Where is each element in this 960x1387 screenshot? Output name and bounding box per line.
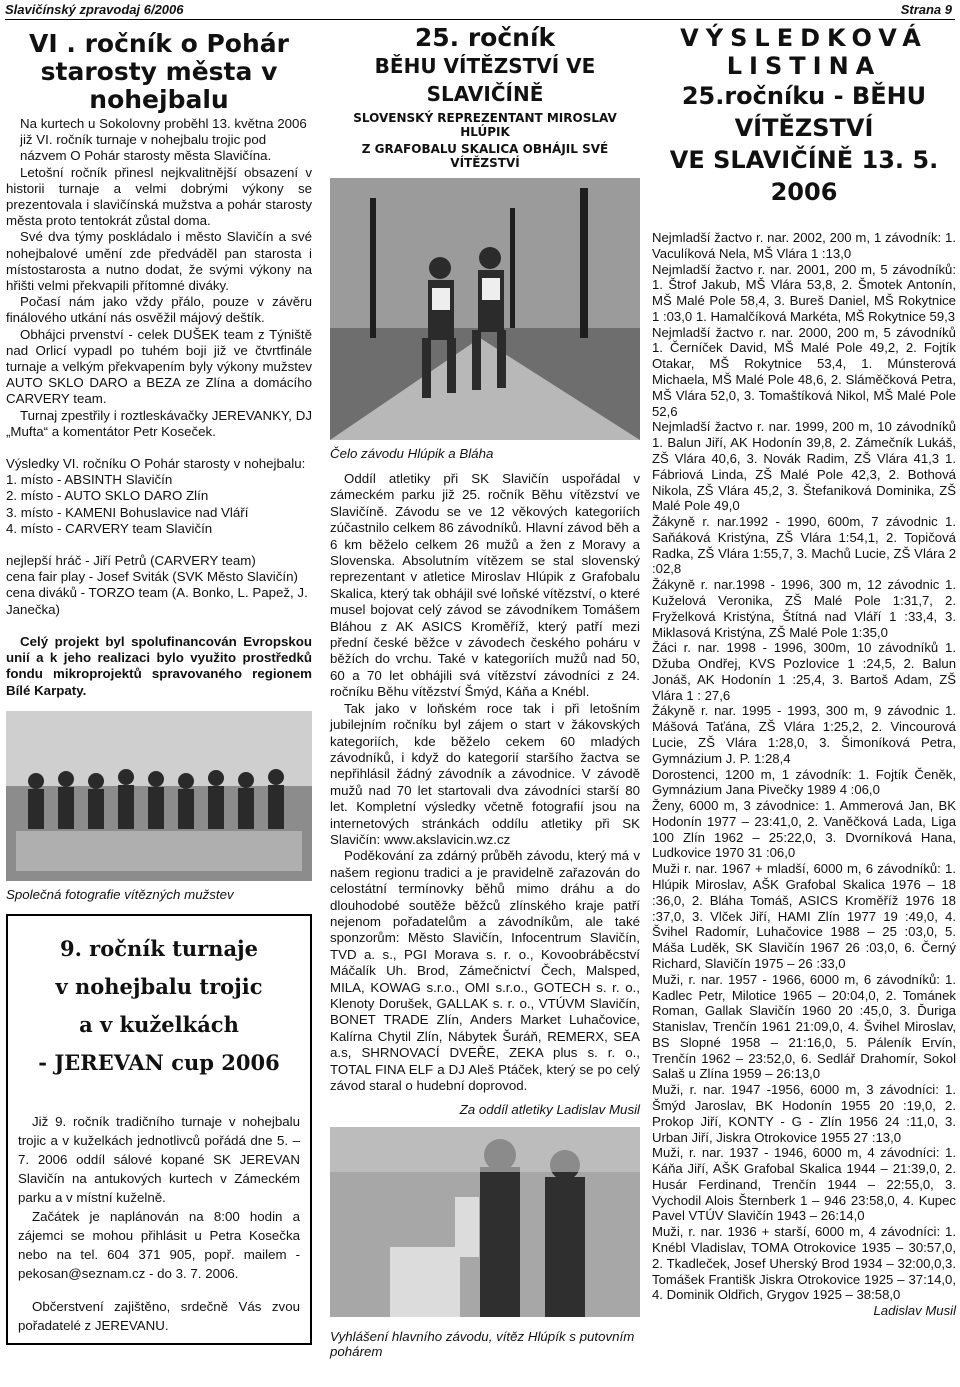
- photo-caption: Vyhlášení hlavního závodu, vítěz Hlúpík s putovním pohárem: [330, 1328, 635, 1359]
- award-item: cena diváků - TORZO team (A. Bonko, L. Papež, J. Janečka): [6, 585, 308, 617]
- paragraph: Oddíl atletiky při SK Slavičín uspořádal v zámeckém parku již 25. ročník Běhu vítězství ve Slavičíně. Závodu se ve 12 věkových kategoriích zúčastnilo celkem 86 závodníků. Hlavní závod běh a 6 km běželo celkem 26 mužů a žen z Moravy a Slovenska. Absolutním vítězem se stal slovenský reprezentant v atletice Miroslav Hlúpik z Grafobalu Skalica, který tak obhájil své loňské vítězství, o které musel bojovat celý závod se závodníkem Tomášem Bláhou z AK ASICS Kroměříž, který patří mezi přední české běžce v závodech českého poháru v běžích do vrchu. Také v kategoriích mužů nad 50, 60 a 70 let obhájili svá vítězství závodníci z 24. ročníku Běhu vítězství Šmýd, Káňa a Knébl.: [330, 471, 640, 700]
- paragraph: Počasí nám jako vždy přálo, pouze v závěru finálového utkání nás osvěžil májový deštík.: [6, 294, 312, 326]
- funding-note: Celý projekt byl spolufinancován Evropskou unií a k jeho realizaci bylo využito prostředků fondu mikroprojektů spravovaného regionem Bílé Karpaty.: [6, 633, 312, 698]
- box-paragraph: Začátek je naplánován na 8:00 hodin a zájemci se mohou přihlásit u Petra Kosečka nebo na tel. 604 371 905, popř. mailem - pekosan@seznam.cz - do 3. 7. 2006.: [18, 1208, 300, 1281]
- page-number: Strana 9: [900, 2, 952, 17]
- result-category: Muži r. nar. 1967 + mladší, 6000 m, 6 závodníků: 1. Hlúpik Miroslav, AŠK Grafobal Skalica 1976 – 18 :36,0, 2. Bláha Tomáš, ASICS Kroměříž 1976 18 :37,0, 3. Vlček Jiří, HAMI Zlín 1977 19 :49,0, 4. Švihel Radomír, Luhačovice 1988 – 25 :03,0, 5. Máša Luděk, SK Slavičín 1967 26 :03,0, 6. Černý Richard, Slavičín 1975 – 26 :33,0: [652, 861, 956, 971]
- paragraph: Obhájci prvenství - celek DUŠEK team z Týniště nad Orlicí vypadl po tuhém boji již ve čtvrtfinále turnaje a velkým překvapením byly výkony mužstev AUTO SKLO DARO a BEZA ze Zlína a domácího CARVERY team.: [6, 326, 312, 407]
- subtitle-line: Z GRAFOBALU SKALICA OBHÁJIL SVÉ VÍTĚZSTVÍ: [361, 142, 609, 170]
- award-photo: [330, 1127, 640, 1317]
- jerevan-cup-box: [6, 914, 312, 1345]
- result-category: Žáci r. nar. 1998 - 1996, 300m, 10 závodníků 1. Džuba Ondřej, KVS Pozlovice 1 :24,5, 2. Balun Jonáš, AK Hodonín 1 :25,4, 3. Bartoš Adam, ZŠ Vlára 1 : 27,6: [652, 640, 956, 703]
- paragraph: Turnaj zpestřily i roztleskávačky JEREVANKY, DJ „Mufta“ a komentátor Petr Koseček.: [6, 407, 312, 439]
- team-photo: [6, 711, 312, 881]
- page-header: [0, 0, 960, 20]
- paragraph: Na kurtech u Sokolovny proběhl 13. května 2006 již VI. ročník turnaje v nohejbalu trojic pod názvem O Pohár starosty města Slavičína.: [20, 116, 307, 164]
- signature: Ladislav Musil: [873, 1303, 956, 1319]
- result-item: 4. místo - CARVERY team Slavičín: [6, 520, 213, 536]
- publication-title: Slavičínský zpravodaj 6/2006: [5, 2, 184, 17]
- result-category: Ženy, 6000 m, 3 závodnice: 1. Ammerová Jan, BK Hodonín 1977 – 23:41,0, 2. Vaněčková Lada, Liga 100 Zlín 1962 – 25:22,0, 3. Dvorníková Hana, Ludkovice 1970 31 :06,0: [652, 798, 956, 861]
- box-title-line: v nohejbalu trojic: [55, 973, 263, 999]
- result-category: Nejmladší žactvo r. nar. 1999, 200 m, 10 závodníků 1. Balun Jiří, AK Hodonín 39,8, 2. Zámečník Lukáš, ZŠ Vlára 40,6, 3. Novák Radim, ZŠ Vlára 41,3 1. Fábriová Linda, ZŠ Malé Pole 42,3, 2. Bothová Nikola, ZŠ Vlára 45,2, 3. Štefaniková Dominika, ZŠ Malé Pole 49,0: [652, 419, 956, 514]
- results-heading: Výsledky VI. ročníku O Pohár starosty v nohejbalu:: [6, 456, 306, 472]
- box-title-line: a v kuželkách: [79, 1011, 239, 1037]
- result-category: Dorostenci, 1200 m, 1 závodník: 1. Fojtík Čeněk, Gymnázium Jana Pivečky 1989 4 :06,0: [652, 766, 956, 798]
- box-title-line: - JEREVAN cup 2006: [38, 1049, 280, 1075]
- award-item: nejlepší hráč - Jiří Petrů (CARVERY team): [6, 553, 256, 569]
- subtitle-line: SLOVENSKÝ REPREZENTANT MIROSLAV HLÚPIK: [353, 111, 617, 139]
- title-line: 25. ročník: [414, 23, 556, 52]
- title-line: BĚHU VÍTĚZSTVÍ VE SLAVIČÍNĚ: [374, 54, 596, 106]
- result-category: Muži, r. nar. 1947 -1956, 6000 m, 3 závodníci: 1. Šmýd Jaroslav, BK Hodonín 1955 20 :19,0, 2. Prokop Jiří, KONTY - G - Zlín 1956 24 :11,0, 3. Urban Jiří, Jiskra Otrokovice 1955 27 :13,0: [652, 1082, 956, 1145]
- column-vysledky: [652, 24, 956, 1319]
- header-rule: [5, 19, 955, 20]
- result-category: Muži, r. nar. 1937 - 1946, 6000 m, 4 závodníci: 1. Káňa Jiří, AŠK Grafobal Skalica 1944 – 21:39,0, 2. Husár Ferdinand, Trenčín 1944 – 22:55,0, 3. Vychodil Alois Šternberk 1 – 946 23:58,0, 4. Kupec Pavel VTÚV Slavičín 1943 – 26:14,0: [652, 1145, 956, 1224]
- award-item: cena fair play - Josef Sviták (SVK Město Slavičín): [6, 569, 298, 585]
- article-title: VI . ročník o Pohár starosty města v nohejbalu: [29, 29, 289, 114]
- result-category: Žákyně r. nar. 1995 - 1993, 300 m, 9 závodnic 1. Mášová Taťána, ZŠ Vlára 1:25,2, 2. Vincourová Lucie, ZŠ Vlára 1:28,0, 3. Šimoníková Petra, Gymnázium J. P. 1:28,4: [652, 703, 956, 766]
- result-category: Nejmladší žactvo r. nar. 2002, 200 m, 1 závodník: 1. Vaculíková Nela, MŠ Vlára 1 :13,0: [652, 230, 956, 261]
- result-category: Nejmladší žactvo r. nar. 2000, 200 m, 5 závodníků 1. Černíček David, MŠ Malé Pole 49,2, 2. Fojtík Otakar, MŠ Rokytnice 53,4, 1. Múnsterová Michaela, MŠ Malé Pole 48,6, 2. Sláměčková Petra, MŠ Vlára 52,0, 3. Tomaštíková Nikol, MŠ Malé Pole 52,6: [652, 324, 956, 419]
- race-photo: [330, 178, 640, 440]
- paragraph: Své dva týmy poskládalo i město Slavičín a své nohejbalové umění zde předváděl pan starosta i místostarosta a nutno dodat, že svými výkony na hřišti velmi překvapili přítomné diváky.: [6, 229, 312, 294]
- paragraph: Tak jako v loňském roce tak i při letošním jubilejním ročníku byl zájem o start v žákovských kategoriích, kde běželo cekem 60 mladých závodníků, i když do kategorií staršího žactva se nepřihlásil žádný závodník a závodnice. V závodě mužů nad 70 let startovali dva závodníci starší 80 let. Kompletní výsledky včetně fotografií jsou na internetových stránkách oddílu atletiky při SK Slavičín: www.akslavicin.wz.cz: [330, 700, 640, 847]
- result-item: 1. místo - ABSINTH Slavičín: [6, 472, 173, 488]
- result-item: 2. místo - AUTO SKLO DARO Zlín: [6, 488, 209, 504]
- column-nohejbal: [6, 24, 312, 1345]
- result-category: Nejmladší žactvo r. nar. 2001, 200 m, 5 závodníků: 1. Štrof Jakub, MŠ Vlára 53,8, 2. Šmotek Antonín, MŠ Malé Pole 58,4, 3. Bureš Daniel, MŠ Rokytnice 1 :03,0 1. Hamalčíková Markéta, MŠ Rokytnice 59,3: [652, 261, 956, 324]
- result-category: Žákyně r. nar.1992 - 1990, 600m, 7 závodnic 1. Saňáková Kristýna, ZŠ Vlára 1:54,1, 2. Topičová Radka, ZŠ Vlára 1:55,7, 3. Machů Lucie, ZŠ Vlára 2 :02,8: [652, 514, 956, 577]
- result-category: Žákyně r. nar.1998 - 1996, 300 m, 12 závodnic 1. Kuželová Veronika, ZŠ Malé Pole 1:31,7, 2. Fryželková Kristýna, Štítná nad Vláří 1 :33,4, 3. Miklasová Kristýna, ZŠ Malé Pole 1:35,0: [652, 577, 956, 640]
- photo-caption: Čelo závodu Hlúpik a Bláha: [330, 446, 494, 461]
- awards-list: [6, 553, 312, 618]
- results-title: VÝSLEDKOVÁ LISTINA: [680, 24, 928, 80]
- result-category: Muži, r. nar. 1936 + starší, 6000 m, 4 závodníci: 1. Knébl Vladislav, TOMA Otrokovice 1935 – 30:57,0, 2. Tkadleček, Josef Uherský Brod 1934 – 32:00,0,3. Tomášek Františk Jiskra Otrokovice 1925 – 37:14,0, 4. Dominik Oldřich, Grygov 1925 – 38:58,0: [652, 1224, 956, 1303]
- paragraph: Letošní ročník přinesl nejkvalitnější obsazení v historii turnaje a velmi dobrými výkony se prezentovala i slavičínská mužstva a pohár starosty města proto tentokrát zůstal doma.: [6, 164, 312, 229]
- results-subtitle: VE SLAVIČÍNĚ 13. 5. 2006: [669, 146, 939, 206]
- paragraph: Poděkování za zdárný průběh závodu, který má v našem regionu tradici a je pravidelně zařazován do celostátní termínovky běhů mimo dráhu a do dlouhodobé soutěže běžců zlínského kraje patří nejenom pořadatelům a závodníkům, ale také sponzorům: Město Slavičín, Infocentrum Slavičín, TVD a. s., PGI Morava s. r. o., Kovoobráběcství Máčalík Uh. Brod, Zámečnictví Čech, Malsped, MILA, KOWAG s.r.o., OMI s.r.o., GOTECH s. r. o., Klenoty Dorušek, GALLAK s. r. o., VTÚVM Slavičín, BONET TRADE Zlín, Anders Market Luhačovice, Kalírna Chytil Zlín, Nábytek Šuráň, REMERX, SEA a.s, SHRNOVACÍ DVEŘE, ZEKA plus s. r. o., TOTAL FINA ELF a DJ Aleš Ptáček, který se po celý závod staral o hudební doprovod.: [330, 848, 640, 1094]
- photo-caption: Společná fotografie vítězných mužstev: [6, 886, 234, 902]
- results-list: [652, 230, 956, 1303]
- signature: Za oddíl atletiky Ladislav Musil: [459, 1102, 640, 1118]
- box-title-line: 9. ročník turnaje: [59, 935, 259, 961]
- column-beh-vitezstvi: [330, 24, 640, 1359]
- result-category: Muži, r. nar. 1957 - 1966, 6000 m, 6 závodníků: 1. Kadlec Petr, Milotice 1965 – 20:04,0, 2. Tománek Roman, Gallak Slavičín 1960 20 :45,0, 3. Ďuriga Stanislav, Trenčín 1961 21:09,0, 4. Švihel Miroslav, BS Slopné 1958 – 21:16,0, 5. Páleník Ervín, Trenčín 1962 – 23:52,0, 6. Sedlář Drahomír, Sokol Salaš u Zlína 1959 – 26:13,0: [652, 971, 956, 1082]
- results-list: [6, 456, 312, 537]
- article-title: [330, 24, 640, 170]
- box-paragraph: Občerstvení zajištěno, srdečně Vás zvou pořadatelé z JEREVANU.: [18, 1298, 300, 1333]
- box-paragraph: Již 9. ročník tradičního turnaje v nohejbalu trojic a v kuželkách jednotlivců pořádá dne 5. – 7. 2006 oddíl sálové kopané SK JEREVAN Slavičín na antukových kurtech v Zámeckém parku a v místní kuželně.: [18, 1113, 300, 1205]
- results-subtitle: 25.ročníku - BĚHU VÍTĚZSTVÍ: [681, 82, 927, 142]
- result-item: 3. místo - KAMENI Bohuslavice nad Vláří: [6, 504, 249, 520]
